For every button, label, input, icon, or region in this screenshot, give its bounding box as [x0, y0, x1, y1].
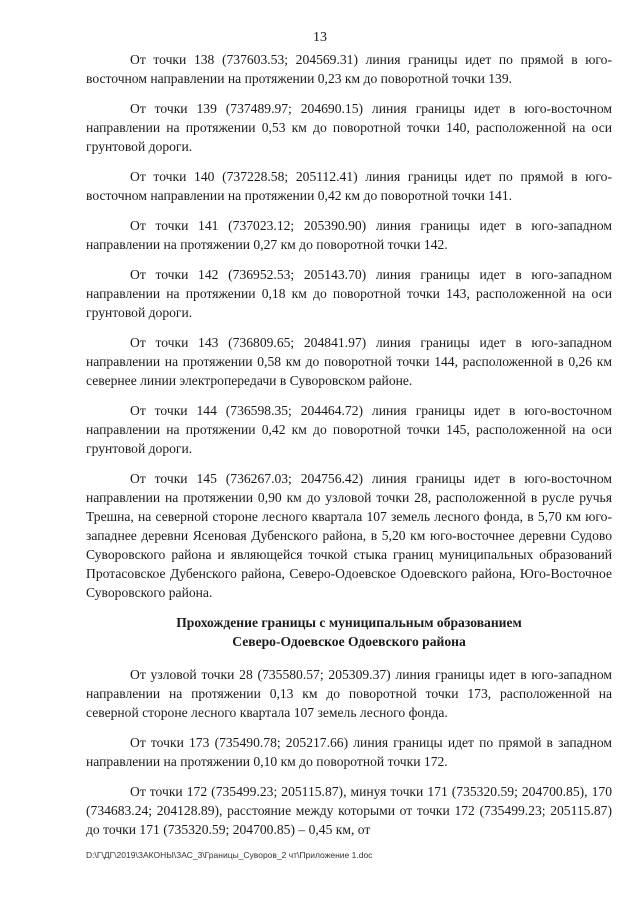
paragraph-point-145: От точки 145 (736267.03; 204756.42) линия границы идет в юго-восточном направлении на протяжении 0,90 км до узловой точки 28, расположенной в русле ручья Трешна, на северной стороне лесного квартала 107 земель лесного фонда, в 5,70 км юго-западнее деревни Ясеновая Дубенского района, в 5,20 км юго-восточнее деревни Судово Суворовского района и являющейся точкой стыка границ муниципальных образований Протасовское Дубенского района, Северо-Одоевское Одоевского района, Юго-Восточное Суворовского района. — [86, 471, 612, 600]
footer-file-path: D:\Г\ДГ\2019\ЗАКОНЫ\ЗАС_3\Границы_Суворов_2 чт\Приложение 1.doc — [86, 850, 373, 860]
document-body — [86, 50, 612, 850]
paragraph-point-138: От точки 138 (737603.53; 204569.31) линия границы идет по прямой в юго-восточном направлении на протяжении 0,23 км до поворотной точки 139. — [86, 52, 612, 86]
section-heading-line-2: Северо-Одоевское Одоевского района — [232, 634, 466, 649]
section-heading — [86, 613, 612, 651]
section-heading-line-1: Прохождение границы с муниципальным образованием — [176, 615, 522, 630]
paragraph-point-139: От точки 139 (737489.97; 204690.15) линия границы идет в юго-восточном направлении на протяжении 0,53 км до поворотной точки 140, расположенной на оси грунтовой дороги. — [86, 101, 612, 154]
page-number: 13 — [313, 30, 327, 45]
paragraph-point-172: От точки 172 (735499.23; 205115.87), минуя точки 171 (735320.59; 204700.85), 170 (734683.24; 204128.89), расстояние между которыми от точки 172 (735499.23; 205115.87) до точки 171 (735320.59; 204700.85) – 0,45 км, от — [86, 784, 612, 837]
paragraph-point-142: От точки 142 (736952.53; 205143.70) линия границы идет в юго-западном направлении на протяжении 0,18 км до поворотной точки 143, расположенной на оси грунтовой дороги. — [86, 267, 612, 320]
paragraph-point-141: От точки 141 (737023.12; 205390.90) линия границы идет в юго-западном направлении на протяжении 0,27 км до поворотной точки 142. — [86, 218, 612, 252]
paragraph-point-173: От точки 173 (735490.78; 205217.66) линия границы идет по прямой в западном направлении на протяжении 0,10 км до поворотной точки 172. — [86, 735, 612, 769]
paragraph-point-144: От точки 144 (736598.35; 204464.72) линия границы идет в юго-восточном направлении на протяжении 0,42 км до поворотной точки 145, расположенной на оси грунтовой дороги. — [86, 403, 612, 456]
paragraph-point-143: От точки 143 (736809.65; 204841.97) линия границы идет в юго-западном направлении на протяжении 0,58 км до поворотной точки 144, расположенной в 0,26 км севернее линии электропередачи в Суворовском районе. — [86, 335, 612, 388]
paragraph-point-140: От точки 140 (737228.58; 205112.41) линия границы идет по прямой в юго-восточном направлении на протяжении 0,42 км до поворотной точки 141. — [86, 169, 612, 203]
paragraph-point-28: От узловой точки 28 (735580.57; 205309.37) линия границы идет в юго-западном направлении на протяжении 0,13 км до поворотной точки 173, расположенной на северной стороне лесного квартала 107 земель лесного фонда. — [86, 667, 612, 720]
